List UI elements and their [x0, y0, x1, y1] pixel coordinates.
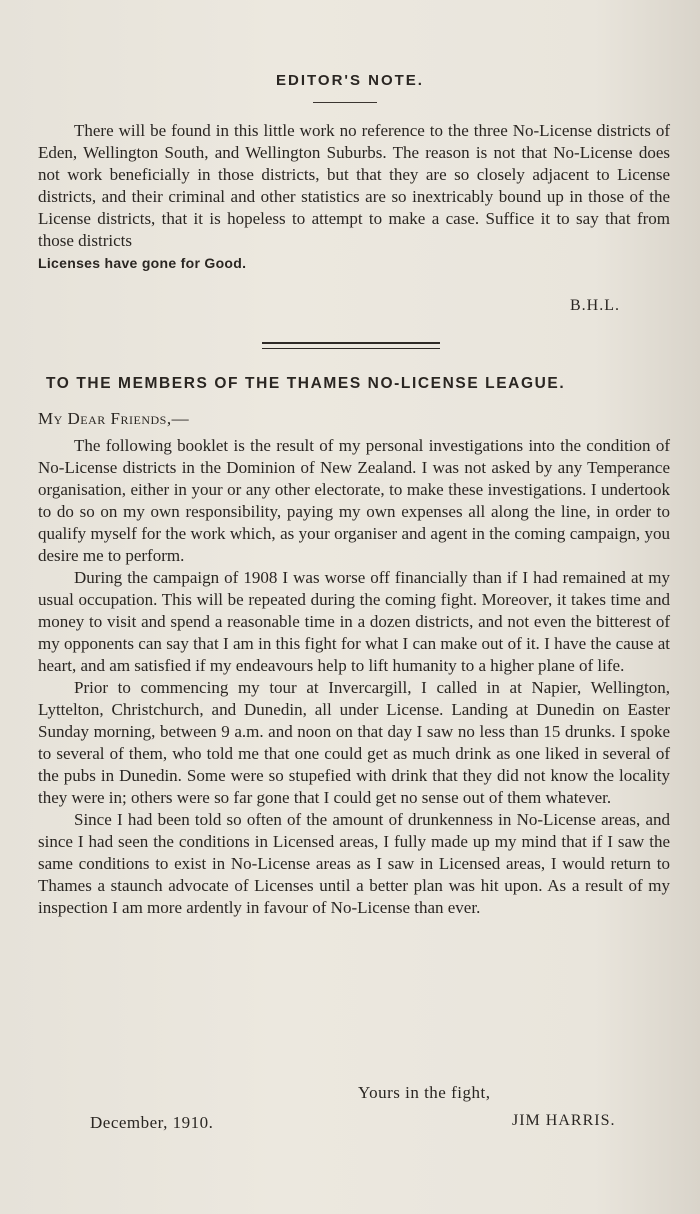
editors-initials: B.H.L. — [570, 297, 620, 314]
editors-note-paragraph — [38, 120, 670, 274]
editors-note-text: There will be found in this little work no reference to the three No-License districts of Eden, Wellington South, and Wellington Suburbs. The reason is not that No-License does not work beneficially in those districts, but that they are so closely adjacent to License districts, and their criminal and other statistics are so inextricably bound up in those of the License districts, that it is hopeless to attempt to make a case. Suffice it to say that from those districts — [38, 121, 670, 250]
letter-date: December, 1910. — [90, 1113, 214, 1132]
letter-paragraph: During the campaign of 1908 I was worse off financially than if I had remained at my usual occupation. This will be repeated during the coming fight. Moreover, it takes time and money to visit and spend a reasonable time in a dozen districts, and not even the bitterest of my opponents can say that I am in this fight for what I can make out of it. I have the cause at heart, and am satisfied if my endeavours help to lift humanity to a higher plane of life. — [38, 568, 670, 675]
letter-signature: JIM HARRIS. — [512, 1112, 616, 1129]
title-underline — [313, 102, 377, 103]
editors-note-bold-line: Licenses have gone for Good. — [38, 255, 247, 271]
editors-note-title: EDITOR'S NOTE. — [276, 72, 424, 89]
section-divider — [262, 342, 440, 349]
letter-paragraph: Prior to commencing my tour at Invercargill, I called in at Napier, Wellington, Lyttelton, Christchurch, and Dunedin, all under License. Landing at Dunedin on Easter Sunday morning, between 9 a.m. and noon on that day I saw no less than 15 drunks. I spoke to several of them, who told me that one could get as much drink as one liked in several of the pubs in Dunedin. Some were so stupefied with drink that they did not know the locality they were in; others were so far gone that I could get no sense out of them whatever. — [38, 678, 670, 807]
letter-heading: TO THE MEMBERS OF THE THAMES NO-LICENSE LEAGUE. — [46, 375, 566, 392]
letter-body — [38, 435, 670, 919]
letter-paragraph: The following booklet is the result of my personal investigations into the condition of No-License districts in the Dominion of New Zealand. I was not asked by any Temperance organisation, either in your or any other electorate, to make these investigations. I undertook to do so on my own responsibility, paying my own expenses all along the line, in order to qualify myself for the work which, as your organiser and agent in the coming campaign, you desire me to perform. — [38, 436, 670, 565]
letter-salutation: My Dear Friends,— — [38, 409, 190, 428]
letter-closing: Yours in the fight, — [358, 1083, 491, 1102]
letter-paragraph: Since I had been told so often of the amount of drunkenness in No-License areas, and since I had seen the conditions in Licensed areas, I fully made up my mind that if I saw the same conditions to exist in No-License areas as I saw in Licensed areas, I would return to Thames a staunch advocate of Licenses until a better plan was hit upon. As a result of my inspection I am more ardently in favour of No-License than ever. — [38, 810, 670, 917]
